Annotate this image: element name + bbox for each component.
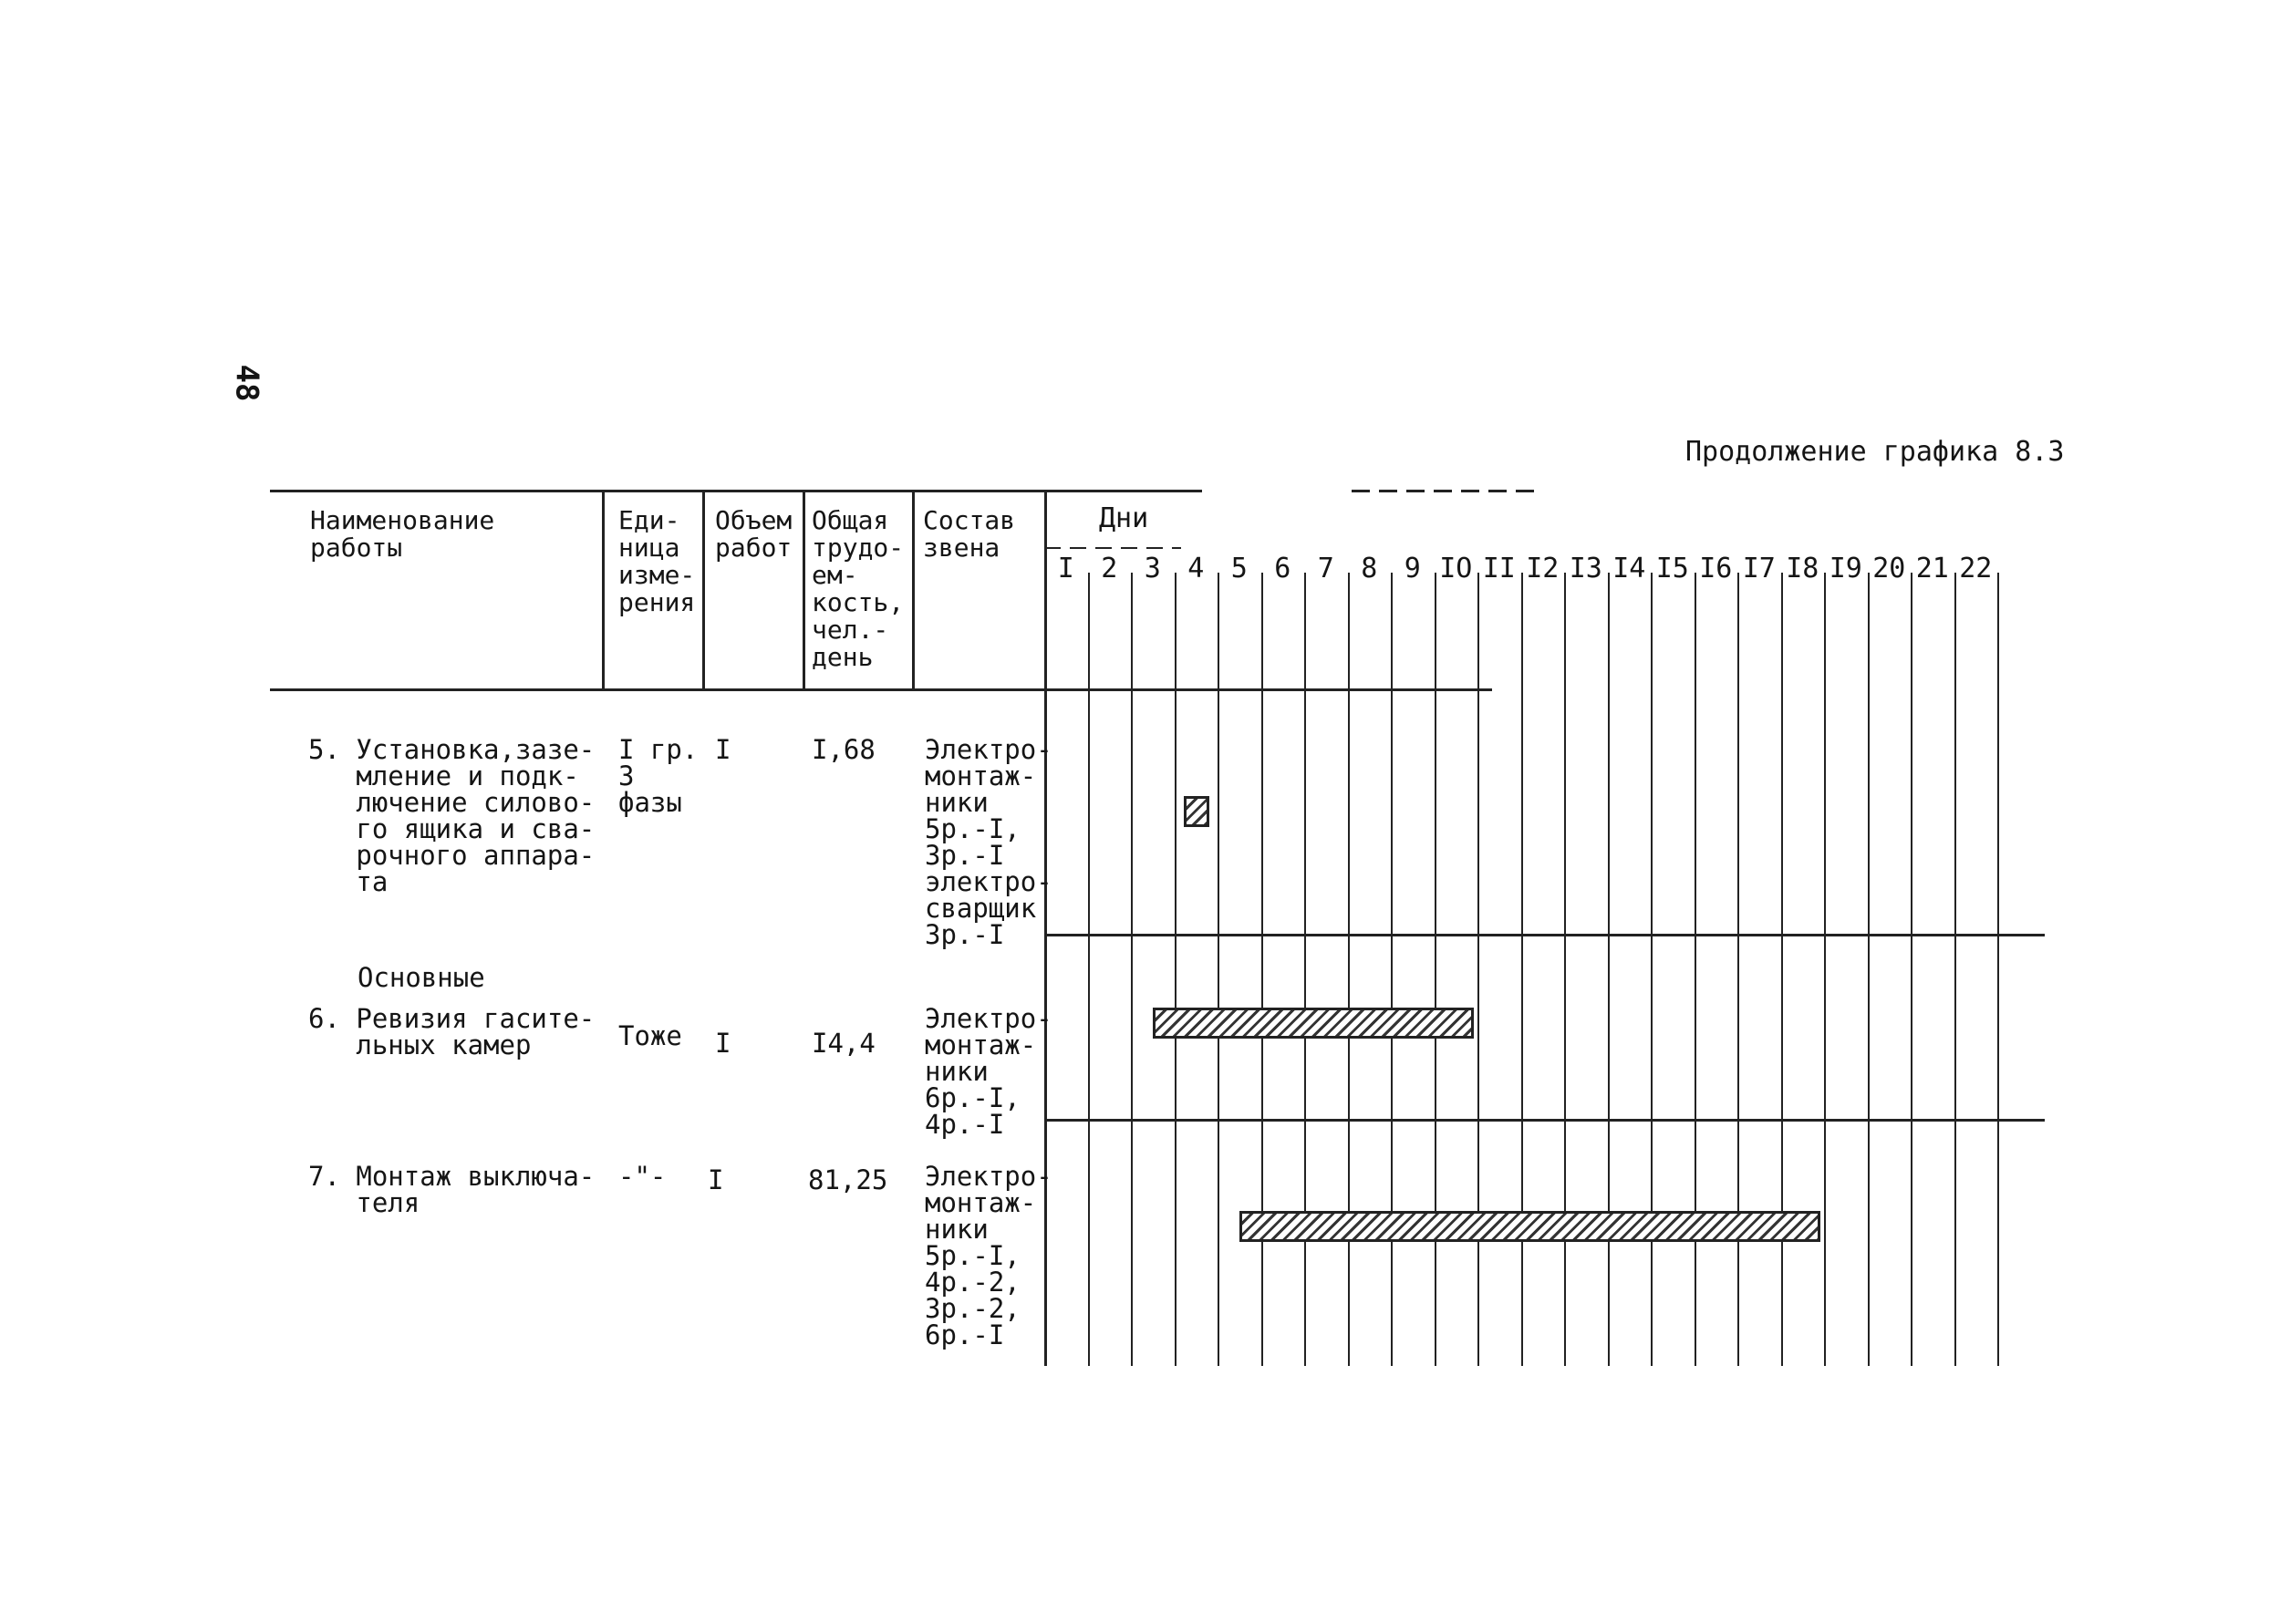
- day-grid-line: [1088, 573, 1090, 1366]
- row-5-bottom-rule: [1044, 934, 2045, 936]
- day-label: I2: [1526, 553, 1560, 584]
- day-label: IO: [1439, 553, 1473, 584]
- row-5-schedule-bar: [1184, 796, 1209, 827]
- row-6-volume: I: [715, 1028, 731, 1059]
- page-number: 48: [228, 364, 265, 402]
- day-grid-line: [1435, 573, 1436, 1366]
- day-grid-line: [1997, 573, 1999, 1366]
- day-label: 5: [1230, 553, 1248, 584]
- day-grid-line: [1391, 573, 1393, 1366]
- header-days: Дни: [1099, 502, 1149, 534]
- day-grid-line: [1477, 573, 1479, 1366]
- row-7-labor: 81,25: [808, 1164, 888, 1195]
- header-volume: Объем работ: [715, 505, 793, 563]
- row-7-work-name: 7. Монтаж выключа- теля: [308, 1161, 596, 1218]
- row-5-work-name: 5. Установка,зазе- мление и подк- лючение силово- го ящика и сва- рочного аппара- та: [308, 734, 596, 897]
- row-5-crew: Электро- монтаж- ники 5р.-I, 3р.-I электро- сварщик 3р.-I: [925, 734, 1052, 950]
- day-label: 22: [1959, 553, 1993, 584]
- day-label: I6: [1699, 553, 1733, 584]
- days-header-rule: [1044, 547, 1181, 549]
- row-5-labor: I,68: [812, 734, 876, 765]
- day-grid-line: [1304, 573, 1306, 1366]
- day-label: 20: [1872, 553, 1906, 584]
- table-top-rule: [270, 490, 1202, 492]
- day-label: I4: [1612, 553, 1646, 584]
- day-grid-line: [1564, 573, 1566, 1366]
- day-label: I9: [1829, 553, 1862, 584]
- row-7-volume: I: [708, 1164, 724, 1195]
- day-grid-line: [1521, 573, 1523, 1366]
- day-label: 2: [1101, 553, 1118, 584]
- row-6-crew: Электро- монтаж- ники 6р.-I, 4р.-I: [925, 1003, 1052, 1140]
- day-label: I3: [1569, 553, 1602, 584]
- header-labor: Общая трудо- ем- кость, чел.- день: [812, 505, 905, 672]
- day-grid-line: [1737, 573, 1739, 1366]
- day-label: I5: [1655, 553, 1689, 584]
- column-divider: [912, 492, 915, 690]
- day-grid-line: [1175, 573, 1176, 1366]
- header-bottom-rule: [270, 688, 1492, 691]
- day-grid-line: [1131, 573, 1133, 1366]
- day-grid-line: [1781, 573, 1783, 1366]
- day-grid-line: [1868, 573, 1870, 1366]
- day-grid-line: [1651, 573, 1653, 1366]
- column-divider: [702, 492, 705, 690]
- column-divider: [602, 492, 605, 690]
- day-label: II: [1482, 553, 1516, 584]
- day-label: 9: [1404, 553, 1421, 584]
- row-6-work-name: 6. Ревизия гасите- льных камер: [308, 1003, 596, 1060]
- day-label: 21: [1915, 553, 1949, 584]
- header-work-name: Наименование работы: [310, 505, 495, 563]
- day-grid-line: [1824, 573, 1826, 1366]
- row-5-volume: I: [715, 734, 731, 765]
- section-label: Основные: [358, 962, 485, 993]
- row-7-schedule-bar: [1239, 1211, 1820, 1242]
- day-label: 4: [1187, 553, 1205, 584]
- table-caption: Продолжение графика 8.3: [1685, 436, 2065, 468]
- row-6-unit: Тоже: [618, 1020, 682, 1051]
- row-6-bottom-rule: [1044, 1119, 2045, 1122]
- row-7-unit: -"-: [618, 1161, 667, 1192]
- day-label: 8: [1361, 553, 1378, 584]
- row-5-unit: I гр. 3 фазы: [618, 734, 699, 818]
- day-grid-line: [1218, 573, 1219, 1366]
- day-label: 3: [1144, 553, 1161, 584]
- day-label: 7: [1317, 553, 1334, 584]
- header-unit: Еди- ница изме- рения: [618, 505, 696, 617]
- row-6-schedule-bar: [1153, 1008, 1474, 1039]
- row-6-labor: I4,4: [812, 1028, 876, 1059]
- day-grid-line: [1695, 573, 1696, 1366]
- day-grid-line: [1911, 573, 1912, 1366]
- day-label: 6: [1274, 553, 1291, 584]
- day-grid-line: [1348, 573, 1350, 1366]
- day-grid-line: [1608, 573, 1610, 1366]
- header-crew: Состав звена: [923, 505, 1016, 563]
- day-grid-line: [1954, 573, 1956, 1366]
- day-label: I7: [1742, 553, 1776, 584]
- table-top-rule-dashed: [1352, 490, 1541, 492]
- day-label: I: [1057, 553, 1074, 584]
- day-grid-line: [1261, 573, 1263, 1366]
- row-7-crew: Электро- монтаж- ники 5р.-I, 4р.-2, 3р.-2, 6р.-I: [925, 1161, 1052, 1350]
- column-divider: [803, 492, 805, 690]
- day-label: I8: [1786, 553, 1819, 584]
